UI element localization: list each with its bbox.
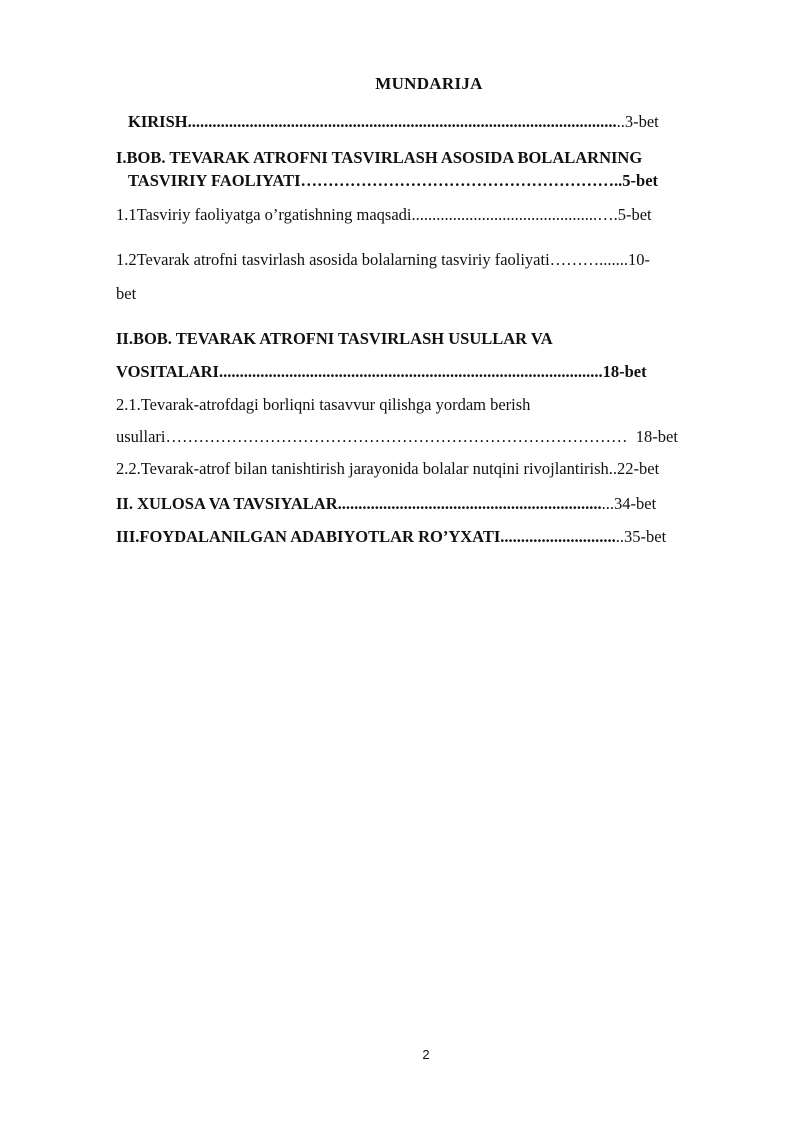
- toc-entry-2-1: 2.1.Tevarak-atrofdagi borliqni tasavvur qilishga yordam berish: [116, 395, 531, 414]
- toc-entry-1-2: 1.2Tevarak atrofni tasvirlash asosida bolalarning tasviriy faoliyati……….......10-: [116, 250, 651, 269]
- toc-entry-1-1: [116, 205, 652, 225]
- toc-entry-references: [116, 527, 666, 547]
- toc-entry-page: ….5-bet: [597, 205, 652, 224]
- toc-entry-page: ..3-bet: [616, 112, 659, 131]
- toc-entry-page: ...34-bet: [601, 494, 657, 513]
- toc-entry-text: 1.1Tasviriy faoliyatga o’rgatishning maqsadi.............................................: [116, 205, 598, 224]
- toc-entry-text: usullari…………………………………………………………………………: [116, 427, 628, 446]
- toc-entry-kirish: [128, 112, 659, 132]
- toc-chapter-1-line-1: I.BOB. TEVARAK ATROFNI TASVIRLASH ASOSIDA BOLALARNING: [116, 148, 643, 167]
- toc-entry-2-2: 2.2.Tevarak-atrof bilan tanishtirish jarayonida bolalar nutqini rivojlantirish..22-bet: [116, 459, 660, 478]
- page-title: MUNDARIJA: [375, 74, 483, 93]
- toc-entry-2-1-continued: [116, 427, 678, 447]
- toc-chapter-2-line-2: VOSITALARI.............................................................................................18-bet: [116, 362, 647, 381]
- page-number: 2: [422, 1047, 430, 1062]
- toc-entry-text: III.FOYDALANILGAN ADABIYOTLAR RO’YXATI............................: [116, 527, 616, 546]
- toc-entry-page: 18-bet: [635, 427, 678, 446]
- toc-chapter-1-line-2: TASVIRIY FAOLIYATI…………………………………………………..5-bet: [128, 171, 659, 190]
- toc-entry-text: II. XULOSA VA TAVSIYALAR................................................................: [116, 494, 602, 513]
- toc-chapter-2-line-1: II.BOB. TEVARAK ATROFNI TASVIRLASH USULLAR VA: [116, 329, 553, 348]
- toc-entry-1-2-continued: bet: [116, 284, 137, 303]
- toc-entry-text: KIRISH........................................................................................................: [128, 112, 617, 131]
- toc-entry-page: ..35-bet: [615, 527, 667, 546]
- toc-entry-conclusion: [116, 494, 656, 514]
